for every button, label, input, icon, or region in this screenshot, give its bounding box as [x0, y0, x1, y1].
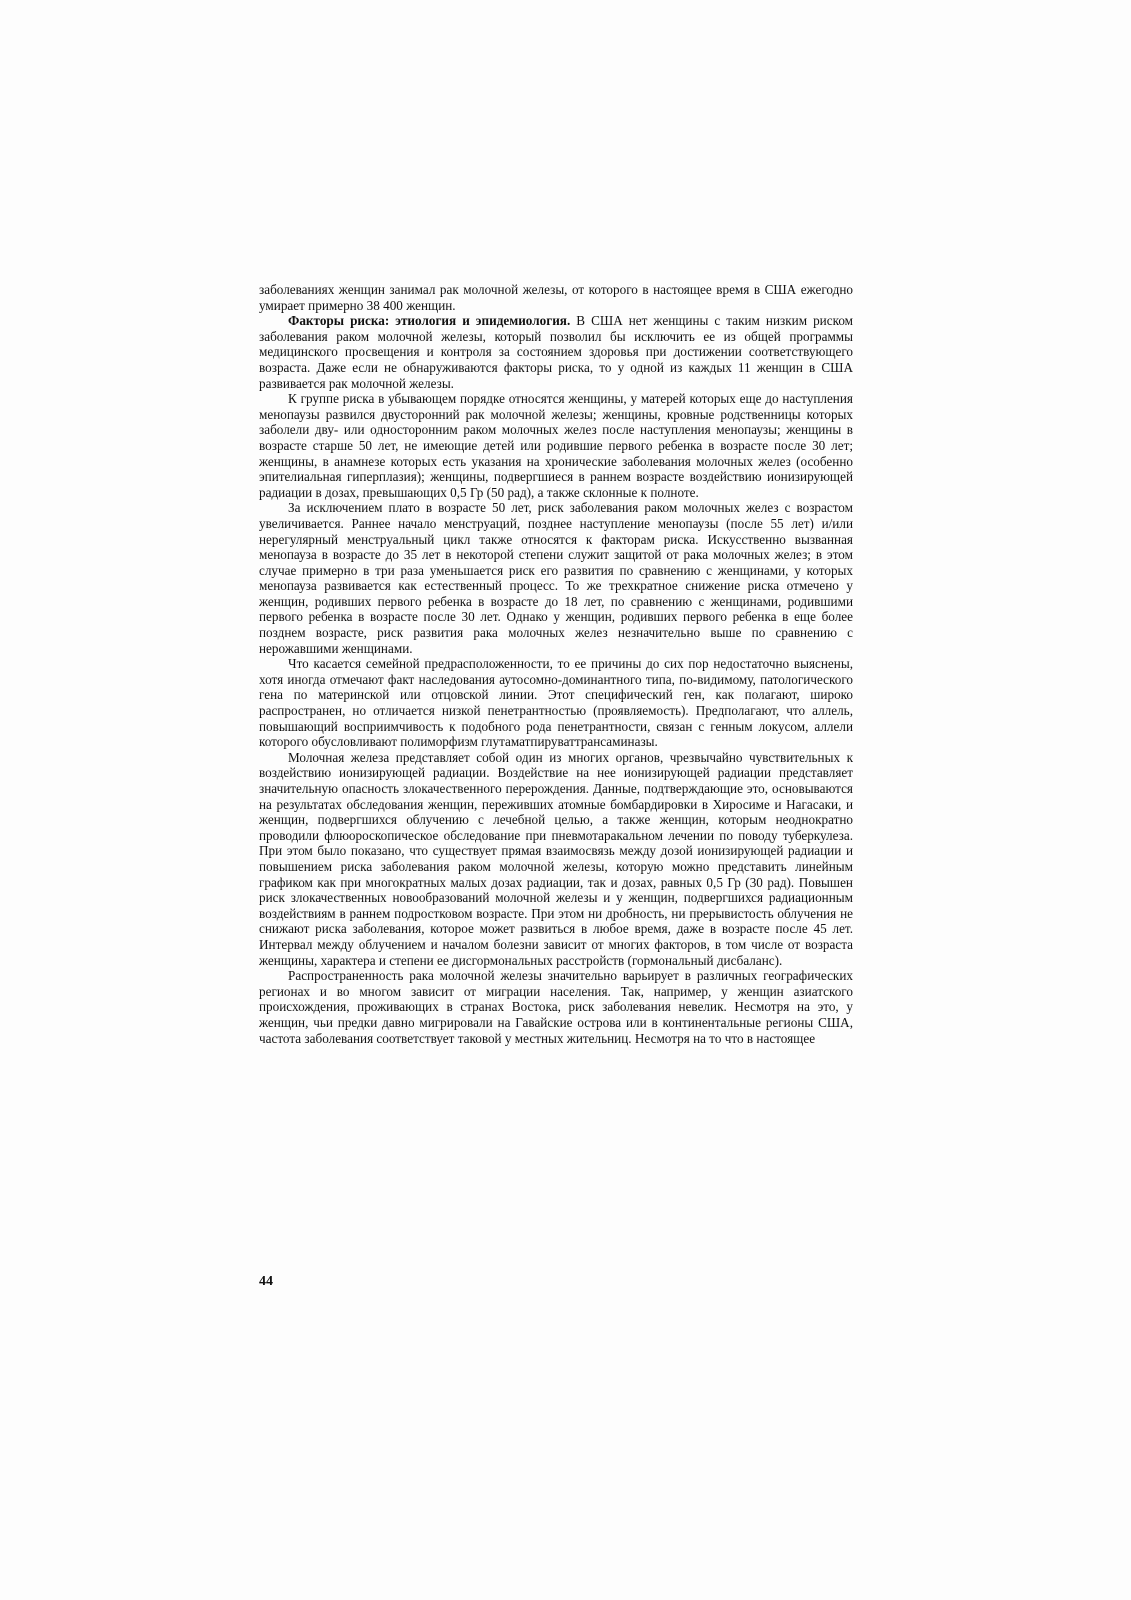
- page-number: 44: [259, 1274, 273, 1289]
- paragraph-text: Распространенность рака молочной железы значительно варьирует в различных географических регионах и во многом зависит от миграции населения. Так, например, у женщин азиатского происхождения, проживающих в странах Востока, риск заболевания невелик. Несмотря на это, у женщин, чьи предки давно мигрировали на Гавайские острова или в континентальные регионы США, частота заболевания соответствует таковой у местных жительниц. Несмотря на то что в настоящее: [259, 968, 853, 1046]
- paragraph-text: За исключением плато в возрасте 50 лет, риск заболевания раком молочных желез с возрастом увеличивается. Раннее начало менструаций, позднее наступление менопаузы (после 55 лет) и/или нерегулярный менструальный цикл также относятся к факторам риска. Искусственно вызванная менопауза в возрасте до 35 лет в некоторой степени служит защитой от рака молочных желез; в этом случае примерно в три раза уменьшается риск его развития по сравнению с женщинами, у которых менопауза развивается как естественный процесс. То же трехкратное снижение риска отмечено у женщин, родивших первого ребенка в возрасте до 18 лет, по сравнению с женщинами, родившими первого ребенка в возрасте после 30 лет. Однако у женщин, родивших первого ребенка в еще более позднем возрасте, риск развития рака молочных желез незначительно выше по сравнению с нерожавшими женщинами.: [259, 500, 853, 656]
- section-run-in-heading: Факторы риска: этиология и эпидемиология.: [288, 313, 571, 329]
- body-text: [259, 282, 853, 1046]
- paragraph: [259, 313, 853, 391]
- paragraph: [259, 391, 853, 500]
- paragraph: [259, 500, 853, 656]
- paragraph-text: заболеваниях женщин занимал рак молочной железы, от которого в настоящее время в США ежегодно умирает примерно 38 400 женщин.: [259, 282, 853, 313]
- paragraph: [259, 750, 853, 968]
- paragraph: [259, 282, 853, 313]
- paragraph: [259, 968, 853, 1046]
- paragraph-text: Что касается семейной предрасположенности, то ее причины до сих пор недостаточно выяснены, хотя иногда отмечают факт наследования аутосомно-доминантного типа, по-видимому, патологического гена по материнской или отцовской линии. Этот специфический ген, как полагают, широко распространен, но отличается низкой пенетрантностью (проявляемость). Предполагают, что аллель, повышающий восприимчивость к подобного рода пенетрантности, связан с генным локусом, аллели которого обусловливают полиморфизм глутаматпируваттрансаминазы.: [259, 656, 853, 750]
- paragraph-text: Молочная железа представляет собой один из многих органов, чрезвычайно чувствительных к воздействию ионизирующей радиации. Воздействие на нее ионизирующей радиации представляет значительную опасность злокачественного перерождения. Данные, подтверждающие это, основываются на результатах обследования женщин, переживших атомные бомбардировки в Хиросиме и Нагасаки, и женщин, подвергшихся облучению с лечебной целью, а также женщин, которым неоднократно проводили флюороскопическое обследование при пневмотаракальном лечении по поводу туберкулеза. При этом было показано, что существует прямая взаимосвязь между дозой ионизирующей радиации и повышением риска заболевания раком молочной железы, которую можно представить линейным графиком как при многократных малых дозах радиации, так и дозах, равных 0,5 Гр (30 рад). Повышен риск злокачественных новообразований молочной железы и у женщин, подвергшихся радиационным воздействиям в раннем подростковом возрасте. При этом ни дробность, ни прерывистость облучения не снижают риска заболевания, которое может развиться в любое время, даже в возрасте после 45 лет. Интервал между облучением и началом болезни зависит от многих факторов, в том числе от возраста женщины, характера и степени ее дисгормональных расстройств (гормональный дисбаланс).: [259, 749, 853, 968]
- paragraph-text: В США нет женщины с таким низким риском заболевания раком молочной железы, который позволил бы исключить ее из общей программы медицинского просвещения и контроля за состоянием здоровья при достижении соответствующего возраста. Даже если не обнаруживаются факторы риска, то у одной из каждых 11 женщин в США развивается рак молочной железы.: [259, 313, 854, 391]
- paragraph-text: К группе риска в убывающем порядке относятся женщины, у матерей которых еще до наступления менопаузы развился двусторонний рак молочной железы; женщины, кровные родственницы которых заболели дву- или односторонним раком молочных желез после наступления менопаузы; женщины в возрасте старше 50 лет, не имеющие детей или родившие первого ребенка в возрасте после 30 лет; женщины, в анамнезе которых есть указания на хронические заболевания молочных желез (особенно эпителиальная гиперплазия); женщины, подвергшиеся в раннем возрасте воздействию ионизирующей радиации в дозах, превышающих 0,5 Гр (50 рад), а также склонные к полноте.: [259, 391, 853, 500]
- paragraph: [259, 656, 853, 750]
